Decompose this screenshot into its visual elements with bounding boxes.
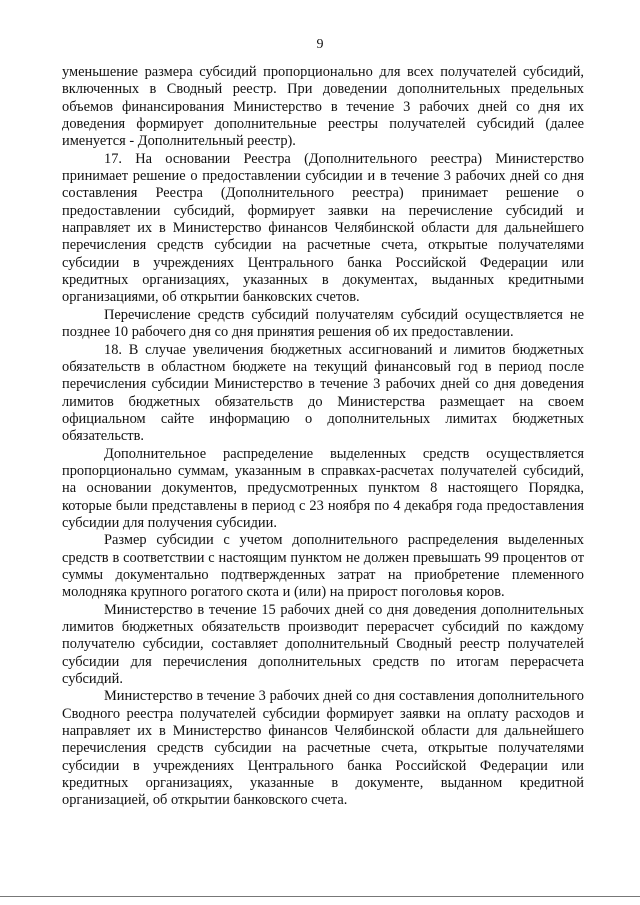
- document-body: [62, 64, 584, 810]
- paragraph-continuation: уменьшение размера субсидий пропорционально для всех получателей субсидий, включенных в Сводный реестр. При доведении дополнительных предельных объемов финансирования Министерство в течение 3 рабочих дней со дня их доведения формирует дополнительные реестры получателей субсидий (далее именуется - Дополнительный реестр).: [62, 64, 584, 150]
- paragraph-transfer-deadline: Перечисление средств субсидий получателям субсидий осуществляется не позднее 10 рабочего дня со дня принятия решения об их предоставлении.: [62, 306, 584, 341]
- paragraph-subsidy-size: Размер субсидии с учетом дополнительного распределения выделенных средств в соответствии с настоящим пунктом не должен превышать 99 процентов от суммы документально подтвержденных затрат на приобретение племенного молодняка крупного рогатого скота и (или) на прирост поголовья коров.: [62, 532, 584, 601]
- paragraph-payment-requests: Министерство в течение 3 рабочих дней со дня составления дополнительного Сводного реестра получателей субсидии формирует заявки на оплату расходов и направляет их в Министерство финансов Челябинской области для дальнейшего перечисления средств субсидии на расчетные счета, открытые получателями субсидии в учреждениях Центрального банка Российской Федерации или кредитных организациях, указанные в документе, выданном кредитной организацией, об открытии банковского счета.: [62, 688, 584, 809]
- paragraph-additional-distribution: Дополнительное распределение выделенных средств осуществляется пропорционально суммам, указанным в справках-расчетах получателей субсидий, на основании документов, предусмотренных пунктом 8 настоящего Порядка, которые были представлены в период с 23 ноября по 4 декабря года предоставления субсидии для получения субсидии.: [62, 445, 584, 531]
- paragraph-18: 18. В случае увеличения бюджетных ассигнований и лимитов бюджетных обязательств в областном бюджете на текущий финансовый год в период после перечисления субсидии Министерство в течение 3 рабочих дней со дня доведения лимитов бюджетных обязательств до Министерства размещает на своем официальном сайте информацию о дополнительных лимитах бюджетных обязательств.: [62, 341, 584, 445]
- paragraph-17: 17. На основании Реестра (Дополнительного реестра) Министерство принимает решение о предоставлении субсидии и в течение 3 рабочих дней со дня составления Реестра (Дополнительного реестра) принимает решение о предоставлении субсидий, формирует заявки на перечисление субсидий и направляет их в Министерство финансов Челябинской области для дальнейшего перечисления средств субсидии на расчетные счета, открытые получателями субсидии в учреждениях Центрального банка Российской Федерации или кредитных организациях, указанных в документах, выданных кредитными организациями, об открытии банковских счетов.: [62, 150, 584, 306]
- page-number: 9: [316, 37, 324, 52]
- scan-bottom-edge: [0, 896, 640, 897]
- paragraph-recalculation: Министерство в течение 15 рабочих дней со дня доведения дополнительных лимитов бюджетных обязательств производит перерасчет субсидий по каждому получателю субсидии, составляет дополнительный Сводный реестр получателей субсидии для перечисления дополнительных средств по итогам перерасчета субсидий.: [62, 601, 584, 688]
